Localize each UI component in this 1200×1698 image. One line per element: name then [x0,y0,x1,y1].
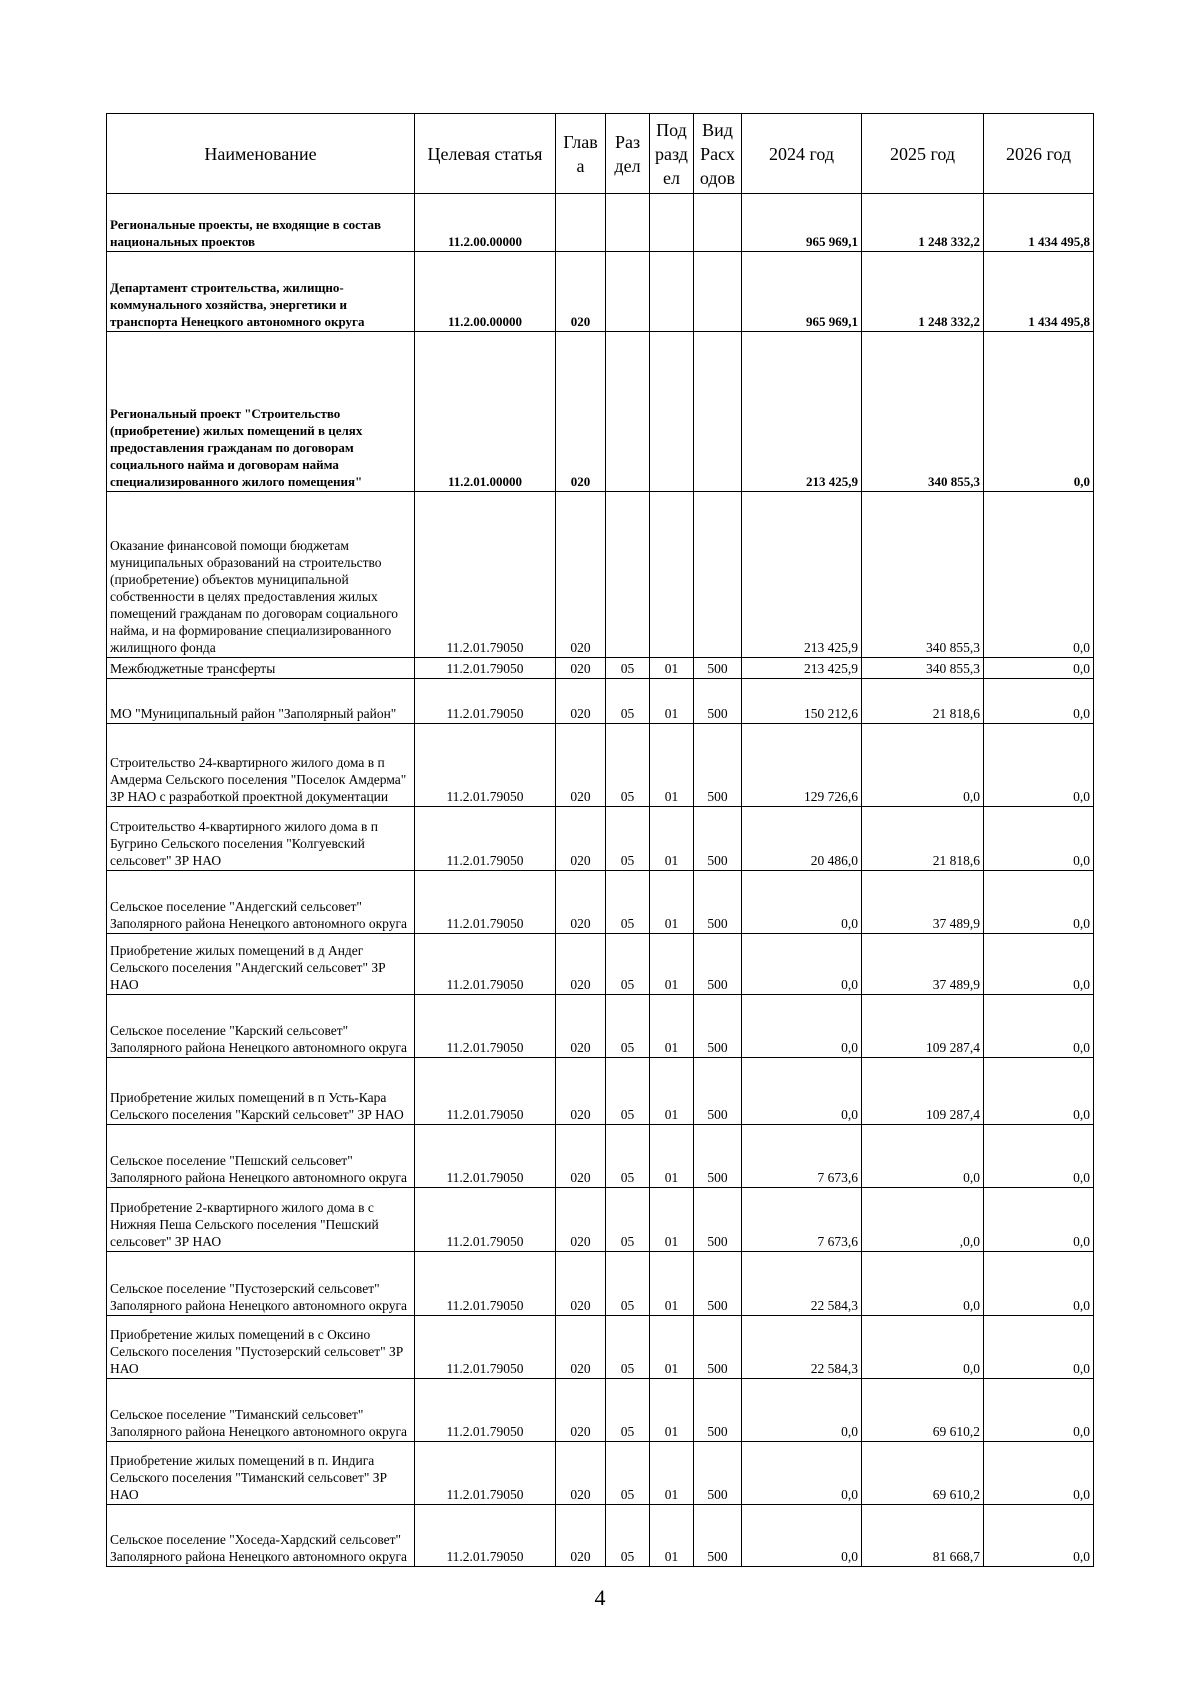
cell-2026: 0,0 [984,1058,1094,1125]
cell-2026: 0,0 [984,679,1094,724]
cell-2026: 0,0 [984,807,1094,871]
cell-2025: 69 610,2 [862,1442,984,1505]
cell-name: Региональные проекты, не входящие в состав национальных проектов [107,194,415,252]
cell-chapter: 020 [556,492,606,658]
cell-expense-type: 500 [694,1442,742,1505]
table-row [107,679,1094,724]
table-row [107,995,1094,1058]
cell-expense-type: 500 [694,995,742,1058]
cell-2026: 0,0 [984,492,1094,658]
table-row [107,1505,1094,1567]
cell-expense-type [694,492,742,658]
cell-2024: 0,0 [742,871,862,934]
table-row [107,1442,1094,1505]
table-row [107,934,1094,995]
cell-expense-type: 500 [694,1379,742,1442]
cell-target-article: 11.2.01.79050 [415,658,556,679]
cell-2026: 0,0 [984,1442,1094,1505]
cell-name: Сельское поселение "Андегский сельсовет" Заполярного района Ненецкого автономного округа [107,871,415,934]
cell-2025: 340 855,3 [862,492,984,658]
cell-2024: 213 425,9 [742,332,862,492]
table-row [107,332,1094,492]
cell-2025: 37 489,9 [862,934,984,995]
table-row [107,658,1094,679]
page-number: 4 [594,1585,606,1610]
cell-2026: 0,0 [984,1379,1094,1442]
table-row [107,1379,1094,1442]
cell-target-article: 11.2.01.79050 [415,1316,556,1379]
cell-section: 05 [606,658,650,679]
cell-chapter: 020 [556,724,606,807]
table-row [107,1188,1094,1252]
cell-2026: 0,0 [984,934,1094,995]
cell-expense-type: 500 [694,871,742,934]
cell-target-article: 11.2.01.79050 [415,934,556,995]
cell-name: Строительство 24-квартирного жилого дома в п Амдерма Сельского поселения "Поселок Амдерма" ЗР НАО с разработкой проектной документации [107,724,415,807]
cell-2024: 129 726,6 [742,724,862,807]
cell-name: Оказание финансовой помощи бюджетам муниципальных образований на строительство (приобретение) объектов муниципальной собственности в целях предоставления жилых помещений гражданам по договорам социального найма, и на формирование специализированного жилищного фонда [107,492,415,658]
cell-2026: 0,0 [984,332,1094,492]
cell-subsection: 01 [650,1442,694,1505]
cell-subsection: 01 [650,658,694,679]
cell-chapter: 020 [556,252,606,332]
cell-target-article: 11.2.00.00000 [415,194,556,252]
cell-subsection: 01 [650,995,694,1058]
cell-name: Межбюджетные трансферты [107,658,415,679]
cell-2025: 1 248 332,2 [862,194,984,252]
cell-subsection [650,492,694,658]
cell-2025: 340 855,3 [862,658,984,679]
cell-name: Сельское поселение "Тиманский сельсовет" Заполярного района Ненецкого автономного округа [107,1379,415,1442]
cell-expense-type [694,194,742,252]
cell-2024: 965 969,1 [742,194,862,252]
cell-2025: 21 818,6 [862,807,984,871]
cell-2025: 69 610,2 [862,1379,984,1442]
cell-2026: 0,0 [984,995,1094,1058]
cell-section [606,332,650,492]
cell-2025: 21 818,6 [862,679,984,724]
cell-subsection: 01 [650,679,694,724]
cell-subsection: 01 [650,1058,694,1125]
cell-section: 05 [606,1316,650,1379]
cell-expense-type: 500 [694,1058,742,1125]
cell-target-article: 11.2.01.79050 [415,995,556,1058]
cell-section: 05 [606,871,650,934]
cell-2025: 340 855,3 [862,332,984,492]
cell-section: 05 [606,934,650,995]
cell-target-article: 11.2.01.79050 [415,724,556,807]
cell-name: Приобретение жилых помещений в п Усть-Кара Сельского поселения "Карский сельсовет" ЗР НАО [107,1058,415,1125]
cell-name: Сельское поселение "Карский сельсовет" Заполярного района Ненецкого автономного округа [107,995,415,1058]
cell-name: Сельское поселение "Хоседа-Хардский сельсовет" Заполярного района Ненецкого автономного округа [107,1505,415,1567]
cell-chapter: 020 [556,1442,606,1505]
cell-subsection: 01 [650,1188,694,1252]
cell-2025: 0,0 [862,724,984,807]
cell-2025: 1 248 332,2 [862,252,984,332]
cell-expense-type: 500 [694,1252,742,1316]
cell-section [606,252,650,332]
table-body [107,194,1094,1567]
cell-2026: 0,0 [984,1125,1094,1188]
cell-subsection [650,332,694,492]
cell-2025: ,0,0 [862,1188,984,1252]
cell-target-article: 11.2.01.79050 [415,1442,556,1505]
cell-section: 05 [606,1442,650,1505]
cell-expense-type: 500 [694,1188,742,1252]
header-year-2024: 2024 год [742,114,862,194]
cell-expense-type [694,252,742,332]
cell-2024: 0,0 [742,1505,862,1567]
cell-expense-type: 500 [694,724,742,807]
cell-subsection [650,252,694,332]
cell-expense-type: 500 [694,934,742,995]
cell-subsection: 01 [650,1125,694,1188]
cell-chapter: 020 [556,679,606,724]
cell-name: Сельское поселение "Пустозерский сельсовет" Заполярного района Ненецкого автономного округа [107,1252,415,1316]
cell-subsection: 01 [650,1505,694,1567]
table-row [107,1316,1094,1379]
cell-target-article: 11.2.01.79050 [415,807,556,871]
table-row [107,194,1094,252]
cell-2024: 0,0 [742,1442,862,1505]
cell-name: Приобретение жилых помещений в с Оксино Сельского поселения "Пустозерский сельсовет" ЗР НАО [107,1316,415,1379]
cell-2024: 150 212,6 [742,679,862,724]
header-name: Наименование [107,114,415,194]
cell-target-article: 11.2.01.00000 [415,332,556,492]
cell-2024: 22 584,3 [742,1316,862,1379]
header-chapter: Глав а [556,114,606,194]
cell-section: 05 [606,995,650,1058]
cell-section: 05 [606,807,650,871]
table-row [107,807,1094,871]
cell-name: Строительство 4-квартирного жилого дома в п Бугрино Сельского поселения "Колгуевский сельсовет" ЗР НАО [107,807,415,871]
cell-subsection [650,194,694,252]
cell-name: МО "Муниципальный район "Заполярный район" [107,679,415,724]
cell-target-article: 11.2.01.79050 [415,1505,556,1567]
cell-chapter: 020 [556,1125,606,1188]
cell-chapter: 020 [556,1379,606,1442]
cell-target-article: 11.2.01.79050 [415,1058,556,1125]
cell-subsection: 01 [650,1252,694,1316]
table-row [107,252,1094,332]
cell-2024: 7 673,6 [742,1188,862,1252]
cell-name: Приобретение жилых помещений в д Андег Сельского поселения "Андегский сельсовет" ЗР НАО [107,934,415,995]
table-header-row [107,114,1094,194]
cell-2024: 0,0 [742,995,862,1058]
cell-expense-type: 500 [694,679,742,724]
cell-2024: 0,0 [742,1379,862,1442]
cell-2026: 0,0 [984,724,1094,807]
cell-2026: 0,0 [984,871,1094,934]
cell-target-article: 11.2.01.79050 [415,1379,556,1442]
cell-chapter: 020 [556,658,606,679]
cell-2024: 20 486,0 [742,807,862,871]
cell-2026: 0,0 [984,1252,1094,1316]
cell-target-article: 11.2.01.79050 [415,679,556,724]
cell-chapter: 020 [556,807,606,871]
header-target-article: Целевая статья [415,114,556,194]
cell-chapter: 020 [556,332,606,492]
cell-name: Департамент строительства, жилищно-коммунального хозяйства, энергетики и транспорта Ненецкого автономного округа [107,252,415,332]
header-subsection: Под разд ел [650,114,694,194]
cell-name: Региональный проект "Строительство (приобретение) жилых помещений в целях предоставления гражданам по договорам социального найма и договорам найма специализированного жилого помещения" [107,332,415,492]
cell-chapter: 020 [556,1058,606,1125]
cell-2025: 109 287,4 [862,995,984,1058]
cell-2024: 965 969,1 [742,252,862,332]
cell-2026: 1 434 495,8 [984,252,1094,332]
cell-2024: 7 673,6 [742,1125,862,1188]
cell-2025: 109 287,4 [862,1058,984,1125]
cell-2025: 0,0 [862,1125,984,1188]
cell-subsection: 01 [650,871,694,934]
cell-name: Сельское поселение "Пешский сельсовет" Заполярного района Ненецкого автономного округа [107,1125,415,1188]
cell-expense-type [694,332,742,492]
cell-2026: 0,0 [984,658,1094,679]
cell-2024: 22 584,3 [742,1252,862,1316]
cell-section [606,492,650,658]
cell-2024: 213 425,9 [742,658,862,679]
cell-name: Приобретение 2-квартирного жилого дома в с Нижняя Пеша Сельского поселения "Пешский сельсовет" ЗР НАО [107,1188,415,1252]
budget-table [106,113,1094,1567]
cell-chapter: 020 [556,871,606,934]
cell-section: 05 [606,724,650,807]
cell-chapter [556,194,606,252]
cell-2024: 0,0 [742,934,862,995]
cell-2026: 0,0 [984,1505,1094,1567]
cell-chapter: 020 [556,995,606,1058]
cell-target-article: 11.2.01.79050 [415,871,556,934]
cell-expense-type: 500 [694,658,742,679]
cell-2026: 1 434 495,8 [984,194,1094,252]
cell-chapter: 020 [556,934,606,995]
cell-chapter: 020 [556,1252,606,1316]
table-row [107,1058,1094,1125]
cell-2024: 0,0 [742,1058,862,1125]
cell-subsection: 01 [650,1316,694,1379]
table-row [107,724,1094,807]
cell-target-article: 11.2.01.79050 [415,492,556,658]
cell-expense-type: 500 [694,1316,742,1379]
header-year-2025: 2025 год [862,114,984,194]
cell-target-article: 11.2.01.79050 [415,1125,556,1188]
cell-2026: 0,0 [984,1188,1094,1252]
cell-section: 05 [606,1188,650,1252]
table-row [107,871,1094,934]
cell-chapter: 020 [556,1188,606,1252]
cell-target-article: 11.2.00.00000 [415,252,556,332]
cell-2024: 213 425,9 [742,492,862,658]
cell-2025: 0,0 [862,1252,984,1316]
cell-subsection: 01 [650,807,694,871]
header-year-2026: 2026 год [984,114,1094,194]
cell-target-article: 11.2.01.79050 [415,1188,556,1252]
cell-name: Приобретение жилых помещений в п. Индига Сельского поселения "Тиманский сельсовет" ЗР НАО [107,1442,415,1505]
header-expense-type: Вид Расх одов [694,114,742,194]
cell-section: 05 [606,1252,650,1316]
cell-section: 05 [606,1379,650,1442]
cell-2026: 0,0 [984,1316,1094,1379]
cell-2025: 37 489,9 [862,871,984,934]
cell-expense-type: 500 [694,807,742,871]
cell-section: 05 [606,679,650,724]
table-row [107,1125,1094,1188]
cell-expense-type: 500 [694,1505,742,1567]
table-row [107,1252,1094,1316]
cell-target-article: 11.2.01.79050 [415,1252,556,1316]
cell-2025: 0,0 [862,1316,984,1379]
cell-subsection: 01 [650,724,694,807]
cell-subsection: 01 [650,934,694,995]
cell-chapter: 020 [556,1316,606,1379]
cell-section [606,194,650,252]
table-row [107,492,1094,658]
cell-subsection: 01 [650,1379,694,1442]
header-section: Раз дел [606,114,650,194]
cell-chapter: 020 [556,1505,606,1567]
cell-2025: 81 668,7 [862,1505,984,1567]
cell-section: 05 [606,1125,650,1188]
cell-section: 05 [606,1505,650,1567]
cell-expense-type: 500 [694,1125,742,1188]
cell-section: 05 [606,1058,650,1125]
